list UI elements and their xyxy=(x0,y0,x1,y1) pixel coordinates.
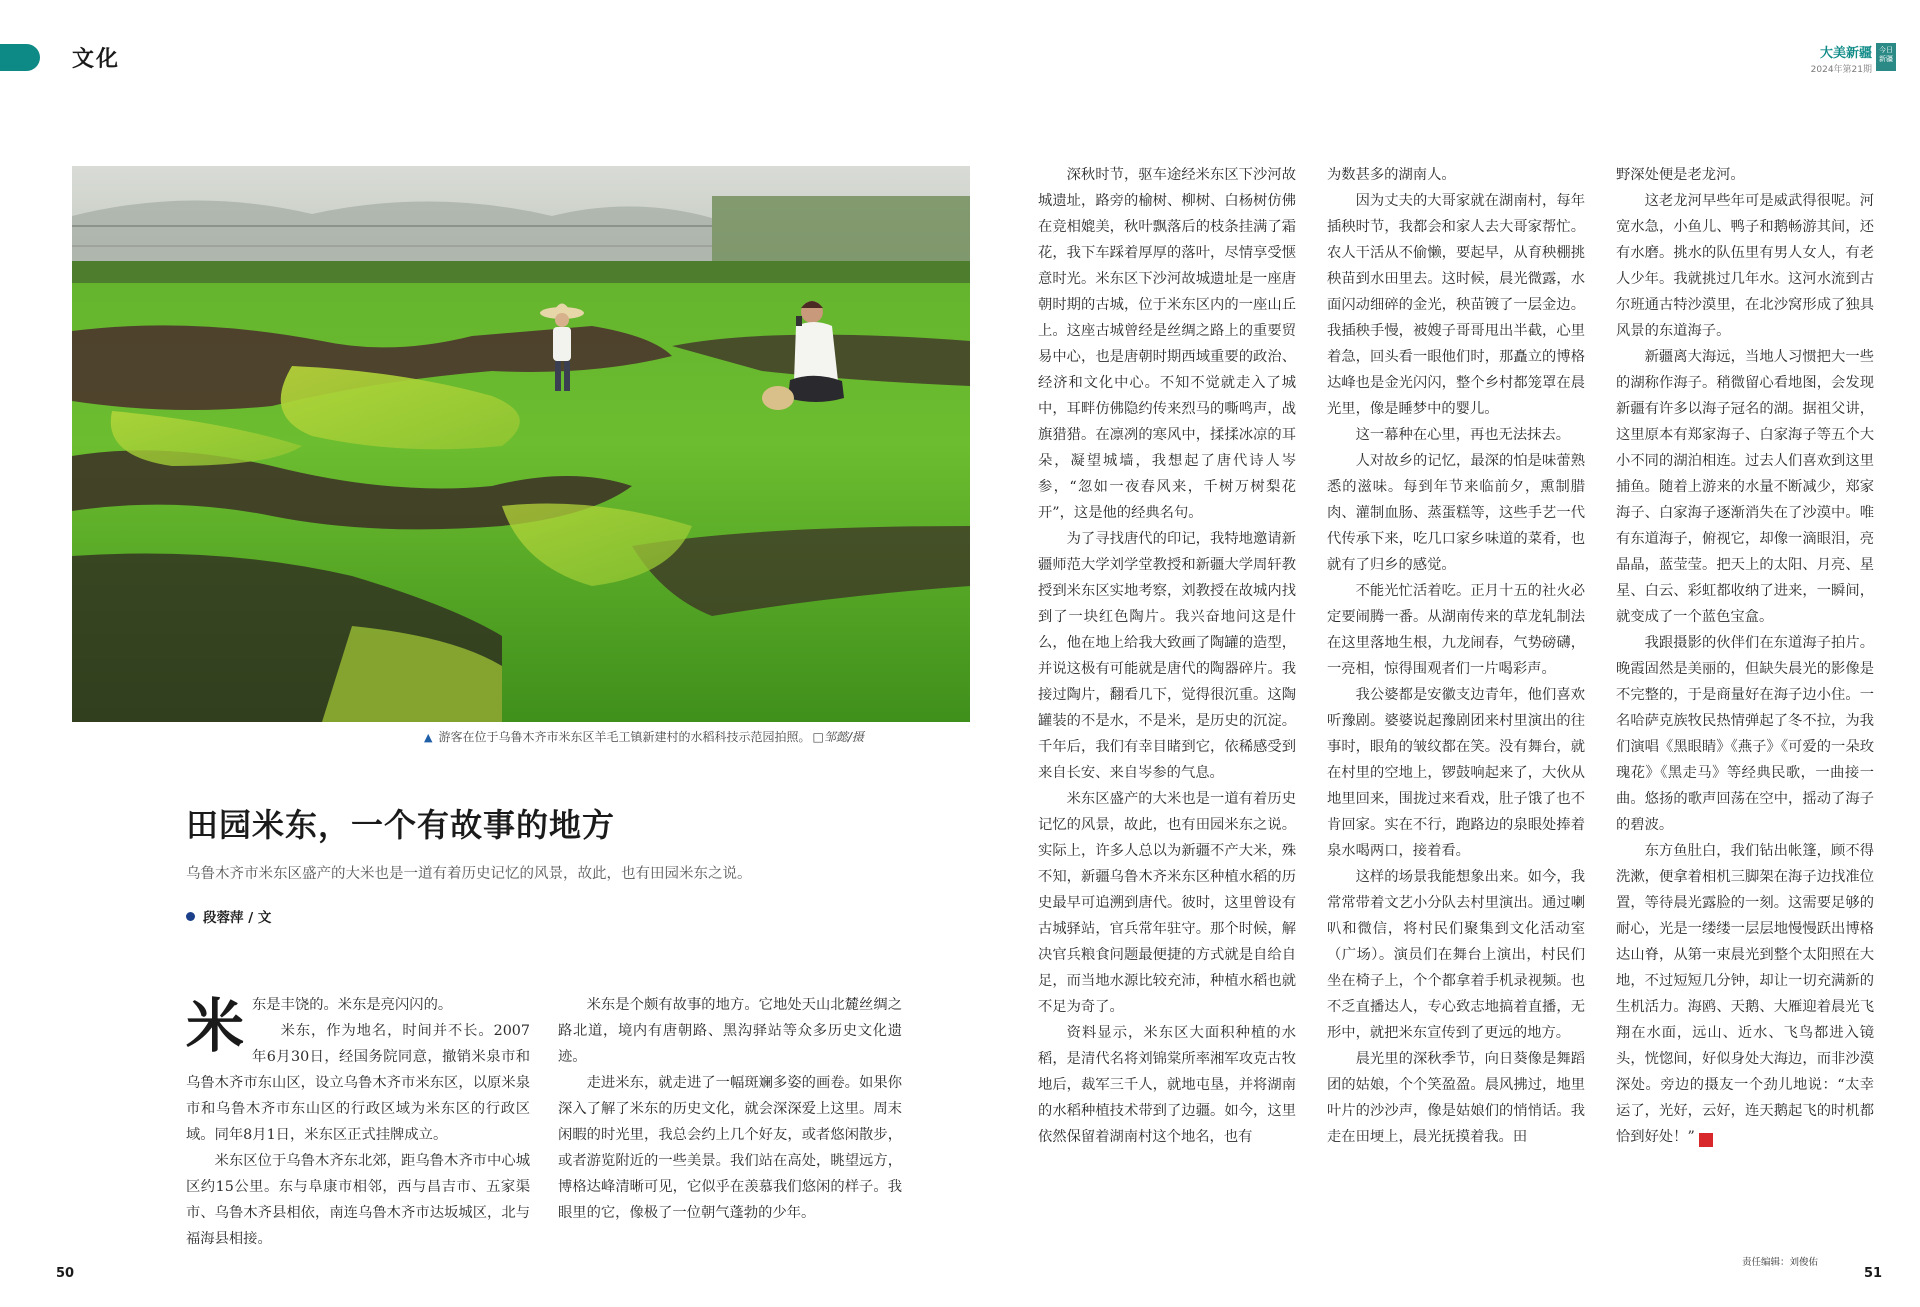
body-column-5 xyxy=(1616,162,1874,1150)
magazine-logo: 今日新疆 xyxy=(1876,43,1896,71)
paragraph: 因为丈夫的大哥家就在湖南村，每年插秧时节，我都会和家人去大哥家帮忙。农人干活从不偷懒，要起早，从育秧棚挑秧苗到水田里去。这时候，晨光微露，水面闪动细碎的金光，秧苗镀了一层金边。我插秧手慢，被嫂子哥哥甩出半截，心里着急，回头看一眼他们时，那矗立的博格达峰也是金光闪闪，整个乡村都笼罩在晨光里，像是睡梦中的婴儿。 xyxy=(1327,193,1585,417)
paragraph: 野深处便是老龙河。 xyxy=(1616,167,1745,183)
paragraph: 米东是个颇有故事的地方。它地处天山北麓丝绸之路北道，境内有唐朝路、黑沟驿站等众多历史文化遗迹。 xyxy=(558,997,902,1065)
paragraph: 深秋时节，驱车途经米东区下沙河故城遗址，路旁的榆树、柳树、白杨树仿佛在竞相媲美，秋叶飘落后的枝条挂满了霜花，我下车踩着厚厚的落叶，尽情享受惬意时光。米东区下沙河故城遗址是一座唐朝时期的古城，位于米东区内的一座山丘上。这座古城曾经是丝绸之路上的重要贸易中心，也是唐朝时期西域重要的政治、经济和文化中心。不知不觉就走入了城中，耳畔仿佛隐约传来烈马的嘶鸣声，战旗猎猎。在凛冽的寒风中，揉揉冰凉的耳朵，凝望城墙，我想起了唐代诗人岑参，“忽如一夜春风来，千树万树梨花开”，这是他的经典名句。 xyxy=(1038,167,1296,521)
closing-text: 东方鱼肚白，我们钻出帐篷，顾不得洗漱，便拿着相机三脚架在海子边找准位置，等待晨光露脸的一刻。这需要足够的耐心，光是一缕缕一层层地慢慢跃出博格达山脊，从第一束晨光到整个太阳照在大地，不过短短几分钟，却让一切充满新的生机活力。海鸥、天鹅、大雁迎着晨光飞翔在水面，远山、近水、飞鸟都进入镜头，恍惚间，好似身处大海边，而非沙漠深处。旁边的摄友一个劲儿地说：“太幸运了，光好，云好，连天鹅起飞的时机都恰到好处！” xyxy=(1616,843,1874,1145)
photo-credit: □邹懿/摄 xyxy=(812,730,864,744)
paragraph: 为了寻找唐代的印记，我特地邀请新疆师范大学刘学堂教授和新疆大学周轩教授到米东区实地考察，刘教授在故城内找到了一块红色陶片。我兴奋地问这是什么，他在地上给我大致画了陶罐的造型，并说这极有可能就是唐代的陶器碎片。我接过陶片，翻看几下，觉得很沉重。这陶罐装的不是水，不是米，是历史的沉淀。千年后，我们有幸目睹到它，依稀感受到来自长安、来自岑参的气息。 xyxy=(1038,531,1296,781)
paragraph: 这样的场景我能想象出来。如今，我常常带着文艺小分队去村里演出。通过喇叭和微信，将村民们聚集到文化活动室（广场）。演员们在舞台上演出，村民们坐在椅子上，个个都拿着手机录视频。也不乏直播达人，专心致志地搞着直播，无形中，就把米东宣传到了更远的地方。 xyxy=(1327,869,1585,1041)
article-byline xyxy=(186,906,271,926)
page-number-right: 51 xyxy=(1864,1266,1883,1281)
section-label: 文化 xyxy=(72,47,121,72)
paragraph: 不能光忙活着吃。正月十五的社火必定要闹腾一番。从湖南传来的草龙轧制法在这里落地生根，九龙闹春，气势磅礴，一亮相，惊得围观者们一片喝彩声。 xyxy=(1327,583,1585,677)
caption-triangle-icon: ▲ xyxy=(424,731,433,744)
issue-number: 2024年第21期 xyxy=(1810,65,1872,75)
paragraph: 为数甚多的湖南人。 xyxy=(1327,167,1456,183)
editor-credit: 责任编辑：刘俊佑 xyxy=(1741,1257,1818,1268)
paragraph: 这一幕种在心里，再也无法抹去。 xyxy=(1355,427,1571,443)
article-title: 田园米东，一个有故事的地方 xyxy=(186,806,616,844)
body-column-2 xyxy=(558,992,902,1226)
magazine-name: 大美新疆 xyxy=(1819,46,1872,61)
body-column-1 xyxy=(186,992,530,1252)
paragraph: 米东区位于乌鲁木齐东北郊，距乌鲁木齐市中心城区约15公里。东与阜康市相邻，西与昌吉市、五家渠市、乌鲁木齐县相依，南连乌鲁木齐市达坂城区，北与福海县相接。 xyxy=(186,1153,530,1247)
paragraph: 这老龙河早些年可是威武得很呢。河宽水急，小鱼儿、鸭子和鹅畅游其间，还有水磨。挑水的队伍里有男人女人，有老人少年。我就挑过几年水。这河水流到古尔班通古特沙漠里，在北沙窝形成了独具风景的东道海子。 xyxy=(1616,193,1874,339)
paragraph: 米东区盛产的大米也是一道有着历史记忆的风景，故此，也有田园米东之说。实际上，许多人总以为新疆不产大米，殊不知，新疆乌鲁木齐米东区种植水稻的历史最早可追溯到唐代。彼时，这里曾设有古城驿站，官兵常年驻守。那个时候，解决官兵粮食问题最便捷的方式就是自给自足，而当地水源比较充沛，种植水稻也就不足为奇了。 xyxy=(1038,791,1296,1015)
paragraph: 资料显示，米东区大面积种植的水稻，是清代名将刘锦棠所率湘军攻克古牧地后，裁军三千人，就地屯垦，并将湖南的水稻种植技术带到了边疆。如今，这里依然保留着湖南村这个地名，也有 xyxy=(1038,1025,1296,1145)
photo-caption xyxy=(424,728,864,745)
paragraph: 米东，作为地名，时间并不长。2007年6月30日，经国务院同意，撤销米泉市和乌鲁木齐市东山区，设立乌鲁木齐市米东区，以原米泉市和乌鲁木齐市东山区的行政区域为米东区的行政区域。同年8月1日，米东区正式挂牌成立。 xyxy=(186,1023,530,1143)
byline-dot-icon xyxy=(186,912,195,921)
page-number-left: 50 xyxy=(56,1266,75,1281)
section-tab xyxy=(0,44,40,71)
paragraph: 我跟摄影的伙伴们在东道海子拍片。晚霞固然是美丽的，但缺失晨光的影像是不完整的，于是商量好在海子边小住。一名哈萨克族牧民热情弹起了冬不拉，为我们演唱《黑眼睛》《燕子》《可爱的一朵玫瑰花》《黑走马》等经典民歌，一曲接一曲。悠扬的歌声回荡在空中，摇动了海子的碧波。 xyxy=(1616,635,1874,833)
paragraph: 新疆离大海远，当地人习惯把大一些的湖称作海子。稍微留心看地图，会发现新疆有许多以海子冠名的湖。据祖父讲，这里原本有郑家海子、白家海子等五个大小不同的湖泊相连。过去人们喜欢到这里捕鱼。随着上游来的水量不断减少，郑家海子、白家海子逐渐消失在了沙漠中。唯有东道海子，俯视它，却像一滴眼泪，亮晶晶，蓝莹莹。把天上的太阳、月亮、星星、白云、彩虹都收纳了进来，一瞬间，就变成了一个蓝色宝盒。 xyxy=(1616,349,1874,625)
paragraph xyxy=(1616,838,1874,1150)
masthead xyxy=(1811,42,1872,75)
paragraph: 晨光里的深秋季节，向日葵像是舞蹈团的姑娘，个个笑盈盈。晨风拂过，地里叶片的沙沙声，像是姑娘们的悄悄话。我走在田埂上，晨光抚摸着我。田 xyxy=(1327,1051,1585,1145)
rice-field-photo xyxy=(72,166,970,722)
body-column-4 xyxy=(1327,162,1585,1150)
author-name: 段蓉萍 / 文 xyxy=(203,910,272,926)
drop-cap: 米 xyxy=(186,992,245,1060)
end-mark-icon: J xyxy=(1699,1133,1713,1147)
paragraph: 东是丰饶的。米东是亮闪闪的。 xyxy=(252,997,453,1013)
paragraph: 我公婆都是安徽支边青年，他们喜欢听豫剧。婆婆说起豫剧团来村里演出的往事时，眼角的皱纹都在笑。没有舞台，就在村里的空地上，锣鼓响起来了，大伙从地里回来，围拢过来看戏，肚子饿了也不肯回家。实在不行，跑路边的泉眼处捧着泉水喝两口，接着看。 xyxy=(1327,687,1585,859)
body-column-3 xyxy=(1038,162,1296,1150)
paragraph: 走进米东，就走进了一幅斑斓多姿的画卷。如果你深入了解了米东的历史文化，就会深深爱上这里。周末闲暇的时光里，我总会约上几个好友，或者悠闲散步，或者游览附近的一些美景。我们站在高处，眺望远方，博格达峰清晰可见，它似乎在羡慕我们悠闲的样子。我眼里的它，像极了一位朝气蓬勃的少年。 xyxy=(558,1075,902,1221)
article-standfirst: 乌鲁木齐市米东区盛产的大米也是一道有着历史记忆的风景，故此，也有田园米东之说。 xyxy=(186,866,752,882)
paragraph: 人对故乡的记忆，最深的怕是味蕾熟悉的滋味。每到年节来临前夕，熏制腊肉、灌制血肠、蒸蛋糕等，这些手艺一代代传承下来，吃几口家乡味道的菜肴，也就有了归乡的感觉。 xyxy=(1327,453,1585,573)
caption-text: 游客在位于乌鲁木齐市米东区羊毛工镇新建村的水稻科技示范园拍照。 xyxy=(438,730,811,744)
